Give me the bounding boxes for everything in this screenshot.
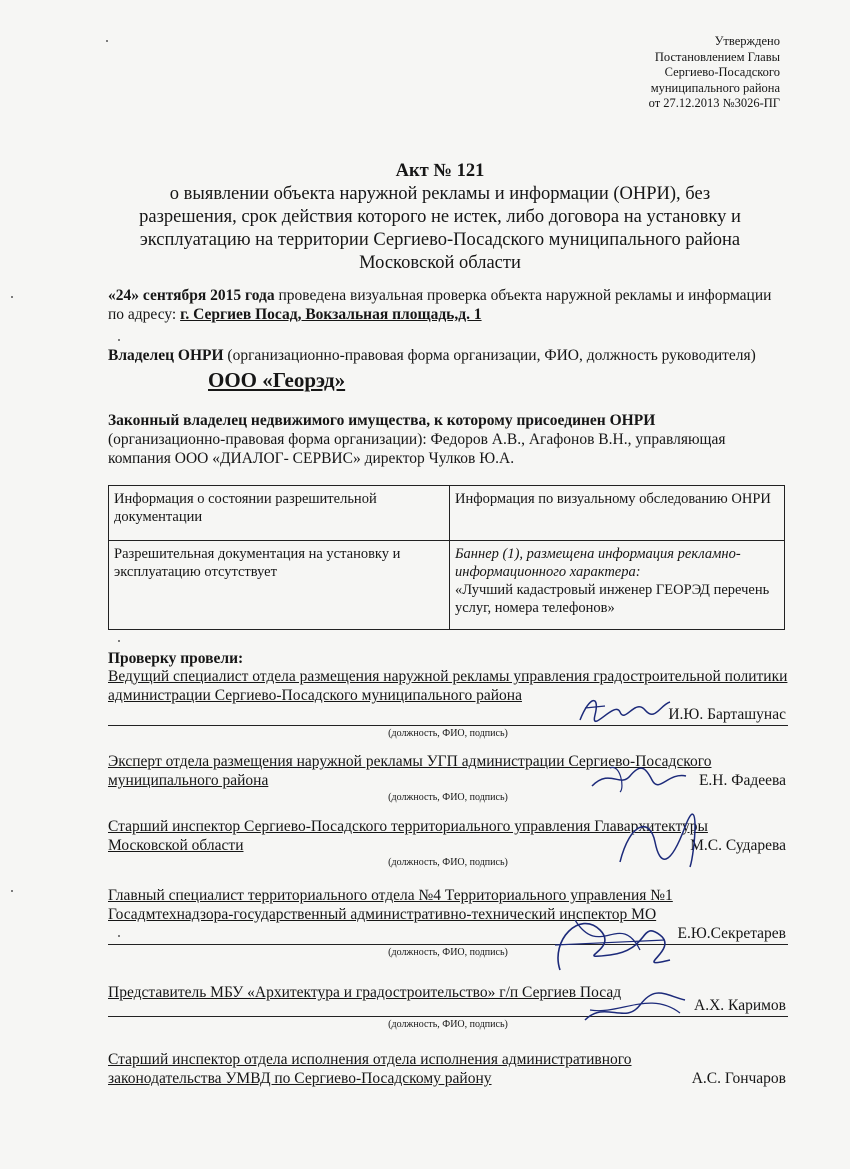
- scan-speck: [118, 935, 120, 937]
- table-header-right: Информация по визуальному обследованию ОНРИ: [450, 486, 785, 541]
- banner-quote: «Лучший кадастровый инженер ГЕОРЭД перечень услуг, номера телефонов»: [455, 582, 770, 616]
- table-cell-left: Разрешительная документация на установку и эксплуатацию отсутствует: [109, 541, 450, 630]
- scan-speck: [106, 40, 108, 42]
- signature-karimov: [580, 985, 690, 1030]
- signature-caption: (должность, ФИО, подпись): [388, 792, 508, 803]
- inspection-text: проведена визуальная проверка объекта наружной рекламы и информации по адресу:: [108, 287, 772, 323]
- scan-speck: [118, 339, 120, 341]
- title-line: разрешения, срок действия которого не истек, либо договора на установку и: [139, 207, 741, 227]
- signature-sudareva: [610, 812, 700, 872]
- inspectors-heading: Проверку провели:: [108, 650, 244, 667]
- act-title: [100, 160, 780, 275]
- inspector-entry: [108, 1050, 788, 1088]
- inspectors-heading-block: [108, 649, 788, 668]
- act-number: Акт № 121: [395, 161, 485, 181]
- scan-speck: [11, 296, 13, 298]
- inspector-name: М.С. Сударева: [686, 836, 786, 868]
- signature-fadeeva: [590, 758, 690, 796]
- inspector-name: Е.Ю.Секретарев: [673, 924, 786, 943]
- inspector-position: Представитель МБУ «Архитектура и градостроительство» г/п Сергиев Посад: [108, 984, 622, 1001]
- table-row: [109, 486, 785, 541]
- table-row: [109, 541, 785, 630]
- inspection-address: г. Сергиев Посад, Вокзальная площадь,д. 1: [180, 306, 482, 323]
- inspection-date: «24» сентября 2015 года: [108, 287, 275, 304]
- owner-paragraph: [108, 344, 788, 395]
- inspector-position: Эксперт отдела размещения наружной рекламы УГП администрации Сергиево-Посадского муниципального района: [108, 753, 712, 789]
- inspector-position: Старший инспектор Сергиево-Посадского территориального управления Главархитектуры Московской области: [108, 818, 708, 854]
- approval-line: от 27.12.2013 №3026-ПГ: [648, 96, 780, 110]
- signature-caption: (должность, ФИО, подпись): [388, 857, 508, 868]
- table-header-left: Информация о состоянии разрешительной документации: [109, 486, 450, 541]
- approval-line: Утверждено: [714, 34, 780, 48]
- owner-name: ООО «Георэд»: [208, 368, 346, 392]
- legal-owner-text: (организационно-правовая форма организации): Федоров А.В., Агафонов В.Н., управляющая компания ООО «ДИАЛОГ- СЕРВИС» директор Чулков Ю.А.: [108, 431, 726, 467]
- signature-caption: (должность, ФИО, подпись): [388, 1019, 508, 1030]
- inspector-name: А.Х. Каримов: [690, 996, 786, 1015]
- legal-owner-label: Законный владелец недвижимого имущества, к которому присоединен ОНРИ: [108, 412, 656, 429]
- owner-note: (организационно-правовая форма организации, ФИО, должность руководителя): [223, 347, 756, 364]
- inspector-entry: [108, 667, 788, 740]
- title-line: о выявлении объекта наружной рекламы и информации (ОНРИ), без: [169, 184, 711, 204]
- scan-speck: [11, 890, 13, 892]
- title-line: Московской области: [359, 253, 521, 273]
- inspector-name: Е.Н. Фадеева: [695, 771, 786, 803]
- scan-speck: [118, 640, 120, 642]
- signature-line: [108, 924, 788, 945]
- inspector-name: И.Ю. Барташунас: [664, 705, 786, 724]
- title-line: эксплуатацию на территории Сергиево-Посадского муниципального района: [139, 230, 741, 250]
- signature-sekretarev: [540, 900, 680, 980]
- inspector-entry: [108, 886, 788, 959]
- table-cell-right: [450, 541, 785, 630]
- inspector-position: Главный специалист территориального отдела №4 Территориального управления №1 Госадмтехнадзора-государственный административно-технический инспектор МО: [108, 887, 673, 923]
- owner-label: Владелец ОНРИ: [108, 347, 224, 364]
- approval-stamp: [520, 34, 780, 112]
- legal-owner-paragraph: [108, 411, 788, 468]
- inspector-name: А.С. Гончаров: [691, 1070, 786, 1087]
- approval-line: Постановлением Главы: [654, 49, 780, 64]
- approval-line: муниципального района: [650, 80, 780, 95]
- inspector-position: Старший инспектор отдела исполнения отдела исполнения административного законодательства УМВД по Сергиево-Посадскому району: [108, 1051, 632, 1087]
- signature-bartashunas: [575, 690, 675, 730]
- signature-line: [108, 705, 788, 726]
- banner-description: Баннер (1), размещена информация рекламно-информационного характера:: [455, 546, 741, 580]
- approval-line: Сергиево-Посадского: [664, 65, 780, 79]
- info-table: [108, 485, 785, 630]
- inspection-paragraph: [108, 286, 788, 324]
- signature-caption: (должность, ФИО, подпись): [388, 947, 508, 958]
- signature-caption: (должность, ФИО, подпись): [388, 728, 508, 739]
- inspector-position: Ведущий специалист отдела размещения наружной рекламы управления градостроительной политики администрации Сергиево-Посадского муниципального района: [108, 668, 788, 704]
